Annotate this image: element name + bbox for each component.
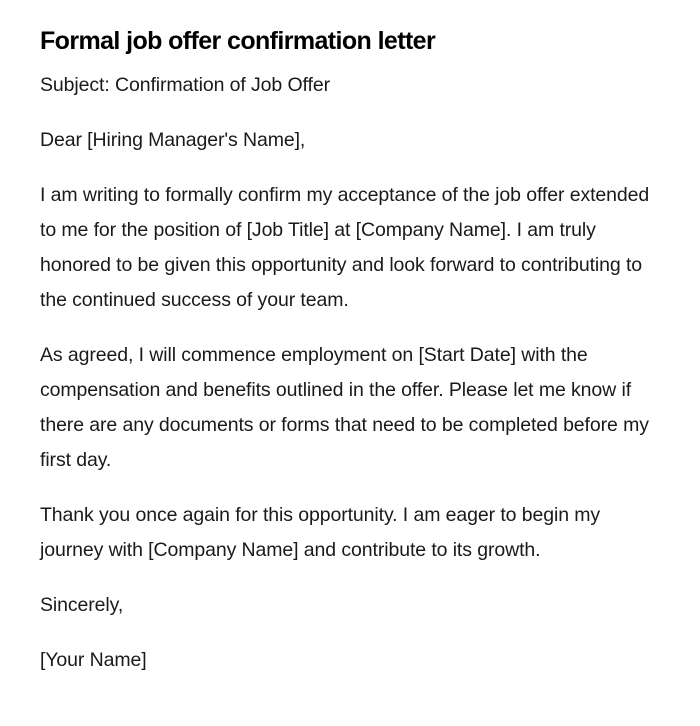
body-paragraph-acceptance: I am writing to formally confirm my acceptance of the job offer extended to me for the position of [Job Title] at [Company Name]. I am truly honored to be given this opportunity and look forward to contributing to the continued success of your team. xyxy=(40,184,650,311)
body-paragraph-thanks: Thank you once again for this opportunity. I am eager to begin my journey with [Company Name] and contribute to its growth. xyxy=(40,504,601,561)
document-title: Formal job offer confirmation letter xyxy=(40,27,436,55)
subject-line: Subject: Confirmation of Job Offer xyxy=(40,74,330,96)
closing: Sincerely, xyxy=(40,594,124,616)
salutation: Dear [Hiring Manager's Name], xyxy=(40,129,306,151)
body-paragraph-start-date: As agreed, I will commence employment on [Start Date] with the compensation and benefits outlined in the offer. Please let me know if there are any documents or forms that need to be completed before my first day. xyxy=(40,344,649,471)
signature: [Your Name] xyxy=(40,649,147,671)
